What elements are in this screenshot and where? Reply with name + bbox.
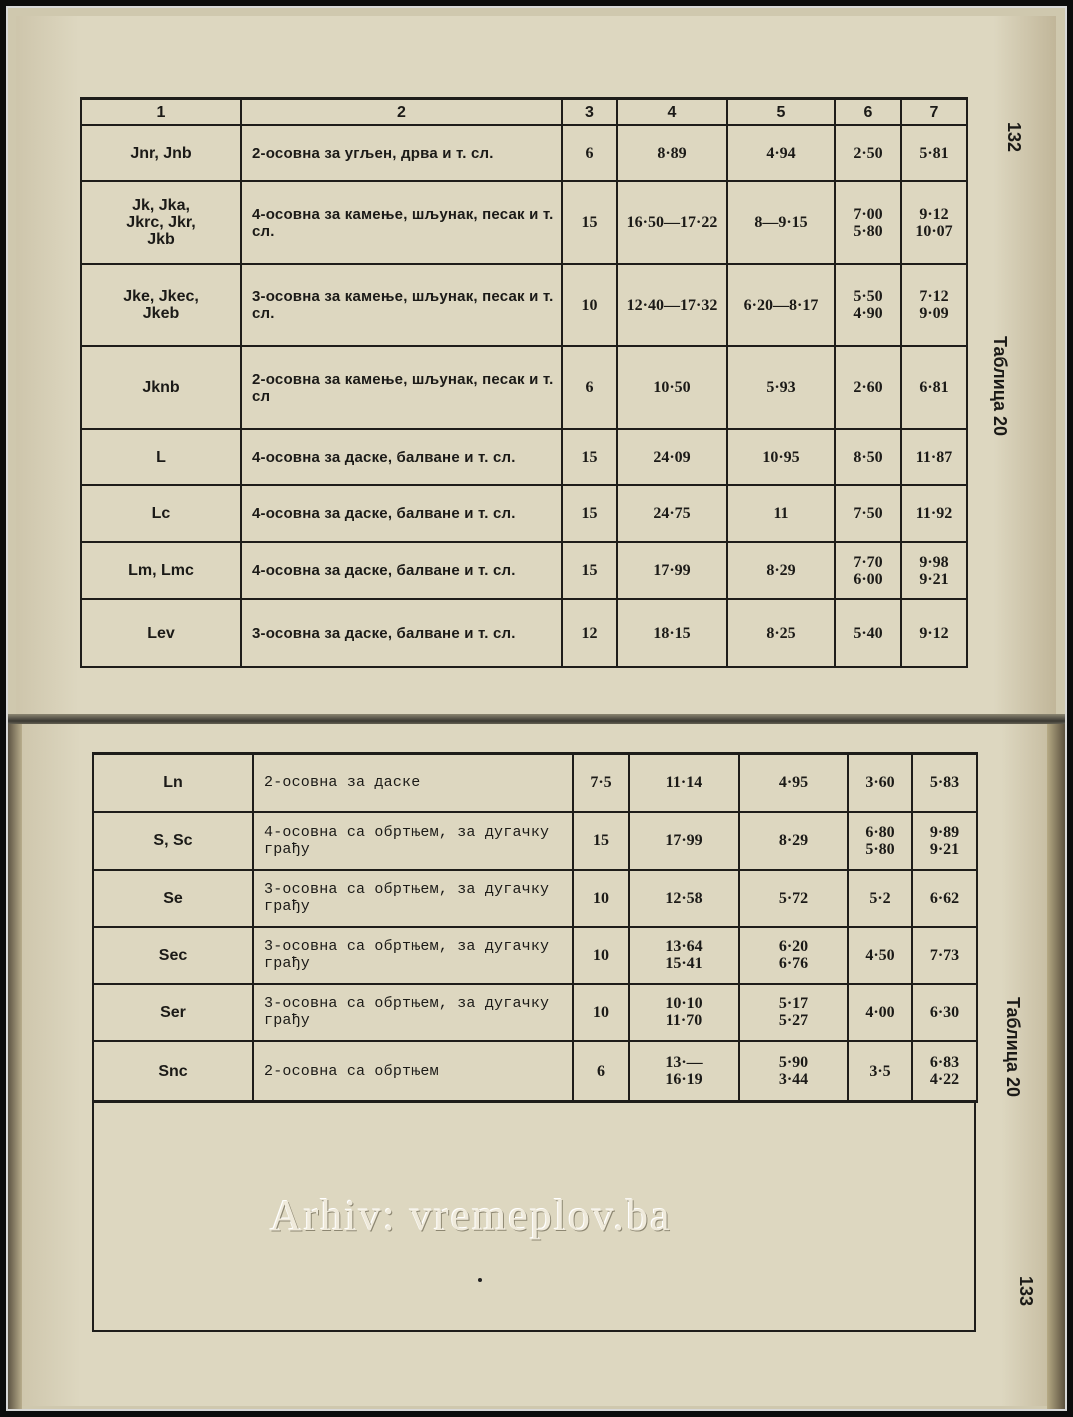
col5-cell: 5·72	[739, 870, 848, 927]
col7-cell: 6·81	[901, 346, 967, 429]
description-cell: 4-осовна за даске, балване и т. сл.	[241, 485, 562, 542]
col3-cell: 7·5	[573, 754, 629, 812]
table-row	[81, 181, 967, 264]
col5-cell: 6·20 6·76	[739, 927, 848, 984]
description-cell: 2-осовна за угљен, дрва и т. сл.	[241, 125, 562, 181]
wagon-type-cell: Lev	[81, 599, 241, 667]
wagon-type-cell: Ln	[93, 754, 253, 812]
description-cell: 4-осовна са обртњем, за дугачку грађу	[253, 812, 573, 870]
col5-cell: 5·93	[727, 346, 835, 429]
watermark: Arhiv: vremeplov.ba	[270, 1191, 672, 1240]
table-row	[81, 485, 967, 542]
description-cell: 2-осовна за даске	[253, 754, 573, 812]
col5-cell: 4·94	[727, 125, 835, 181]
wagon-type-cell: Jk, Jka, Jkrc, Jkr, Jkb	[81, 181, 241, 264]
col5-cell: 8—9·15	[727, 181, 835, 264]
column-header-1: 1	[81, 99, 241, 126]
col6-cell: 2·50	[835, 125, 901, 181]
side-label-top: Таблица 20	[990, 336, 1010, 437]
col5-cell: 11	[727, 485, 835, 542]
col7-cell: 9·89 9·21	[912, 812, 977, 870]
col3-cell: 6	[562, 346, 617, 429]
col3-cell: 15	[562, 485, 617, 542]
col6-cell: 7·00 5·80	[835, 181, 901, 264]
col7-cell: 7·73	[912, 927, 977, 984]
table-row	[81, 599, 967, 667]
col4-cell: 8·89	[617, 125, 727, 181]
col6-cell: 4·50	[848, 927, 912, 984]
col3-cell: 15	[562, 542, 617, 599]
page-edge-left	[8, 724, 22, 1411]
col4-cell: 17·99	[629, 812, 739, 870]
col7-cell: 7·12 9·09	[901, 264, 967, 346]
col6-cell: 4·00	[848, 984, 912, 1041]
wagon-type-cell: L	[81, 429, 241, 485]
col7-cell: 6·30	[912, 984, 977, 1041]
table-row	[93, 870, 977, 927]
col6-cell: 2·60	[835, 346, 901, 429]
col4-cell: 12·58	[629, 870, 739, 927]
col5-cell: 5·90 3·44	[739, 1041, 848, 1102]
col6-cell: 5·2	[848, 870, 912, 927]
col3-cell: 10	[573, 984, 629, 1041]
col6-cell: 3·5	[848, 1041, 912, 1102]
description-cell: 4-осовна за даске, балване и т. сл.	[241, 429, 562, 485]
page-number-bottom: 133	[1016, 1276, 1036, 1307]
col5-cell: 8·25	[727, 599, 835, 667]
col6-cell: 5·40	[835, 599, 901, 667]
wagon-type-cell: Se	[93, 870, 253, 927]
wagon-type-cell: Lm, Lmc	[81, 542, 241, 599]
wagon-type-cell: Sec	[93, 927, 253, 984]
wagon-type-cell: Jke, Jkec, Jkeb	[81, 264, 241, 346]
description-cell: 3-осовна за даске, балване и т. сл.	[241, 599, 562, 667]
col4-cell: 10·10 11·70	[629, 984, 739, 1041]
description-cell: 3-осовна за камење, шљунак, песак и т. сл.	[241, 264, 562, 346]
side-label-bottom: Таблица 20	[1003, 997, 1023, 1098]
wagon-type-cell: Jknb	[81, 346, 241, 429]
description-cell: 3-осовна са обртњем, за дугачку грађу	[253, 870, 573, 927]
col5-cell: 10·95	[727, 429, 835, 485]
col3-cell: 10	[573, 927, 629, 984]
col3-cell: 10	[573, 870, 629, 927]
col7-cell: 11·92	[901, 485, 967, 542]
col3-cell: 15	[573, 812, 629, 870]
col3-cell: 15	[562, 429, 617, 485]
col7-cell: 11·87	[901, 429, 967, 485]
col6-cell: 7·50	[835, 485, 901, 542]
col3-cell: 6	[573, 1041, 629, 1102]
column-header-3: 3	[562, 99, 617, 126]
table-row	[93, 812, 977, 870]
column-header-6: 6	[835, 99, 901, 126]
description-cell: 3-осовна са обртњем, за дугачку грађу	[253, 984, 573, 1041]
column-header-2: 2	[241, 99, 562, 126]
col7-cell: 9·12	[901, 599, 967, 667]
description-cell: 4-осовна за камење, шљунак, песак и т. сл.	[241, 181, 562, 264]
wagon-table-bottom	[92, 752, 978, 1103]
table-row	[81, 346, 967, 429]
col7-cell: 9·12 10·07	[901, 181, 967, 264]
wagon-type-cell: Jnr, Jnb	[81, 125, 241, 181]
col4-cell: 13·— 16·19	[629, 1041, 739, 1102]
wagon-type-cell: Snc	[93, 1041, 253, 1102]
col4-cell: 16·50—17·22	[617, 181, 727, 264]
wagon-type-cell: S, Sc	[93, 812, 253, 870]
col5-cell: 8·29	[727, 542, 835, 599]
col7-cell: 6·83 4·22	[912, 1041, 977, 1102]
wagon-type-cell: Ser	[93, 984, 253, 1041]
col6-cell: 3·60	[848, 754, 912, 812]
col4-cell: 13·64 15·41	[629, 927, 739, 984]
wagon-type-cell: Lc	[81, 485, 241, 542]
table-row	[81, 429, 967, 485]
ink-dot	[478, 1278, 482, 1282]
table-row	[93, 984, 977, 1041]
description-cell: 3-осовна са обртњем, за дугачку грађу	[253, 927, 573, 984]
col3-cell: 12	[562, 599, 617, 667]
col4-cell: 24·09	[617, 429, 727, 485]
col5-cell: 4·95	[739, 754, 848, 812]
col4-cell: 18·15	[617, 599, 727, 667]
col4-cell: 17·99	[617, 542, 727, 599]
table-row	[93, 1041, 977, 1102]
col5-cell: 5·17 5·27	[739, 984, 848, 1041]
col6-cell: 6·80 5·80	[848, 812, 912, 870]
col4-cell: 11·14	[629, 754, 739, 812]
page-number-top: 132	[1004, 122, 1024, 153]
description-cell: 2-осовна са обртњем	[253, 1041, 573, 1102]
col3-cell: 15	[562, 181, 617, 264]
col6-cell: 8·50	[835, 429, 901, 485]
col6-cell: 7·70 6·00	[835, 542, 901, 599]
col7-cell: 5·81	[901, 125, 967, 181]
page-edge-right	[1047, 724, 1065, 1411]
table-row	[81, 264, 967, 346]
table-row	[81, 542, 967, 599]
column-header-7: 7	[901, 99, 967, 126]
table-row	[81, 125, 967, 181]
col3-cell: 10	[562, 264, 617, 346]
col7-cell: 6·62	[912, 870, 977, 927]
col3-cell: 6	[562, 125, 617, 181]
col7-cell: 5·83	[912, 754, 977, 812]
table-row	[93, 754, 977, 812]
col6-cell: 5·50 4·90	[835, 264, 901, 346]
col5-cell: 6·20—8·17	[727, 264, 835, 346]
wagon-table-top	[80, 97, 968, 668]
col7-cell: 9·98 9·21	[901, 542, 967, 599]
table-header-row	[81, 99, 967, 126]
table-row	[93, 927, 977, 984]
description-cell: 2-осовна за камење, шљунак, песак и т. сл	[241, 346, 562, 429]
col4-cell: 12·40—17·32	[617, 264, 727, 346]
description-cell: 4-осовна за даске, балване и т. сл.	[241, 542, 562, 599]
col5-cell: 8·29	[739, 812, 848, 870]
column-header-4: 4	[617, 99, 727, 126]
col4-cell: 10·50	[617, 346, 727, 429]
col4-cell: 24·75	[617, 485, 727, 542]
column-header-5: 5	[727, 99, 835, 126]
